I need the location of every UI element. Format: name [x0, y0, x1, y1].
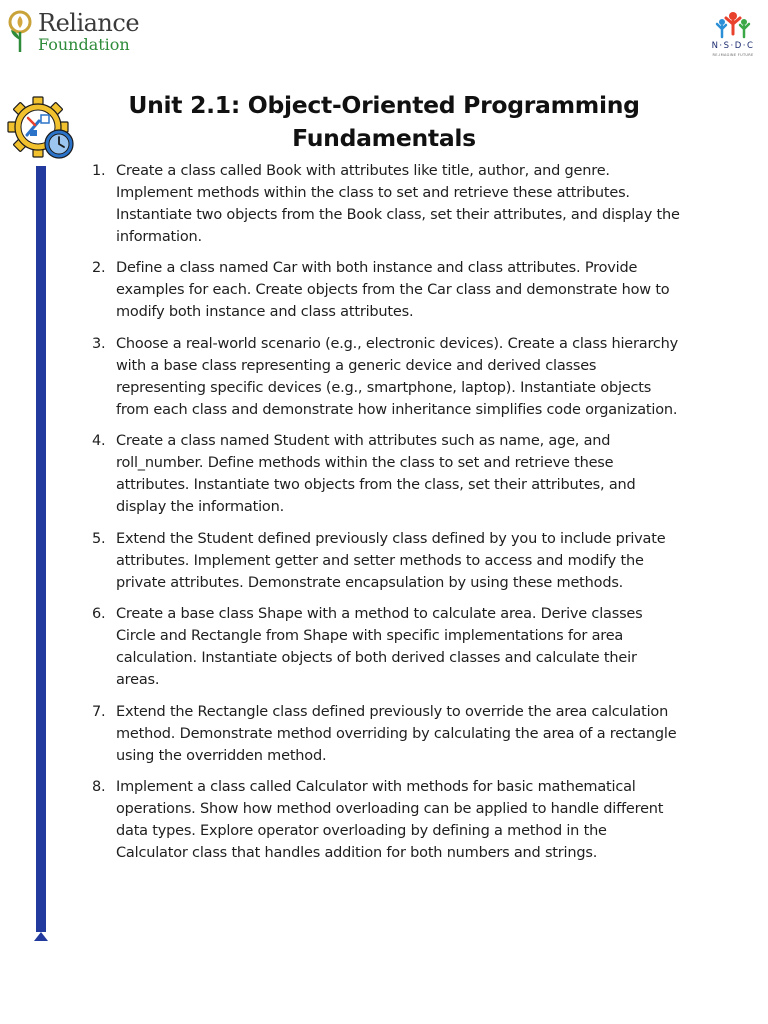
list-item-text: Define a class named Car with both instance and class attributes. Provide examples for each. Create objects from the Car class and demonstrate how to modify both instance and class attributes. [116, 260, 670, 321]
list-item-number: 1. [92, 163, 106, 179]
list-item-number: 3. [92, 335, 106, 352]
list-item [92, 702, 682, 768]
list-item [92, 161, 682, 249]
sidebar-accent-line [36, 166, 46, 932]
logo-word-foundation: Foundation [38, 35, 130, 54]
list-item-number: 7. [92, 703, 106, 720]
list-item-text: Implement a class called Calculator with methods for basic mathematical operations. Show how method overloading can be applied to handle different data types. Explore operator overloading by defining a method in the Calculator class that handles addition for both numbers and strings. [116, 779, 664, 861]
list-item-text: Create a class named Student with attributes such as name, age, and roll_number. Define methods within the class to set and retrieve these attributes. Instantiate two objects from the class, set their attributes, and display the information. [116, 433, 636, 516]
reliance-flame-icon [8, 10, 36, 54]
title-line-1: Unit 2.1: Object-Oriented Programming [128, 91, 640, 119]
logo-word-reliance: Reliance [38, 9, 140, 37]
nsdc-figures-icon [702, 10, 764, 42]
page-title [110, 89, 658, 155]
list-item [92, 529, 682, 595]
list-item-text: Choose a real-world scenario (e.g., electronic devices). Create a class hierarchy with a base class representing a generic device and derived classes representing specific devices (e.g., smartphone, laptop). Instantiate objects from each class and demonstrate how inheritance simplifies code organization. [116, 335, 679, 418]
list-item-number: 2. [92, 260, 106, 277]
list-item-text: Create a class called Book with attributes like title, author, and genre. Implement methods within the class to set and retrieve these attributes. Instantiate two objects from the Book class, set their attributes, and display the information. [116, 163, 680, 245]
list-item-number: 4. [92, 433, 106, 450]
list-item-text: Extend the Student defined previously class defined by you to include private attributes. Implement getter and setter methods to access and modify the private attributes. Demonstrate encapsulation by using these methods. [116, 530, 666, 591]
list-item-text: Extend the Rectangle class defined previously to override the area calculation method. Demonstrate method overriding by calculating the area of a rectangle using the overridden method. [116, 703, 677, 764]
list-item-number: 5. [92, 530, 106, 547]
list-item-number: 6. [92, 606, 106, 623]
list-item [92, 258, 682, 324]
list-item [92, 334, 682, 422]
nsdc-logo [702, 10, 764, 62]
title-line-2: Fundamentals [292, 124, 476, 152]
task-list [92, 161, 682, 875]
nsdc-acronym: N·S·D·C [711, 41, 755, 51]
reliance-foundation-logo [8, 10, 139, 54]
nsdc-tagline: RE-IMAGINE FUTURE [712, 53, 754, 57]
list-item-text: Create a base class Shape with a method to calculate area. Derive classes Circle and Rectangle from Shape with specific implementations for area calculation. Instantiate objects of both derived classes and calculate their areas. [116, 606, 643, 689]
list-item-number: 8. [92, 779, 106, 796]
gear-tools-clock-icon [6, 96, 76, 162]
list-item [92, 777, 682, 865]
list-item [92, 604, 682, 692]
list-item [92, 431, 682, 519]
triangle-up-icon [34, 932, 48, 942]
